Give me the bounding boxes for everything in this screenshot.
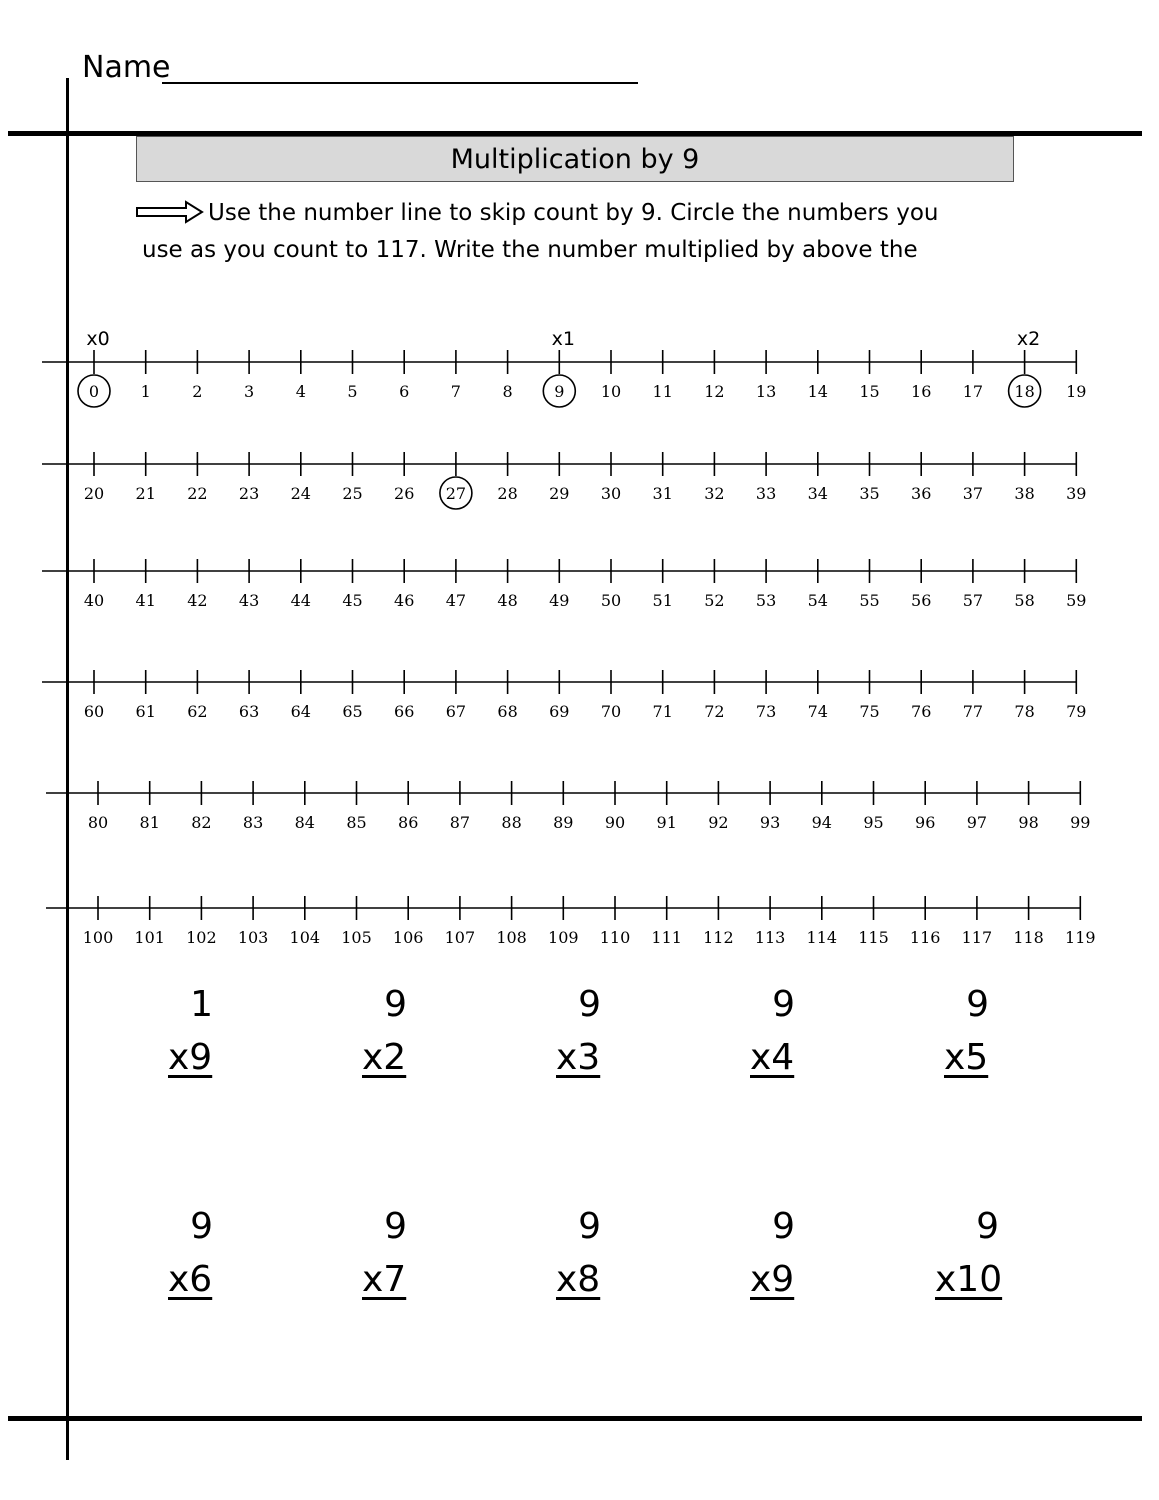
tick-label-26[interactable]: 26 (394, 484, 415, 503)
problem-multiplicand: 9 (976, 1206, 999, 1247)
tick-label-0[interactable]: 0 (88, 382, 100, 401)
tick-label-7[interactable]: 7 (450, 382, 461, 401)
tick-label-37[interactable]: 37 (962, 484, 984, 503)
tick-label-108[interactable]: 108 (496, 928, 527, 947)
tick-label-45[interactable]: 45 (342, 591, 363, 610)
tick-label-47[interactable]: 47 (445, 591, 467, 610)
tick-label-84[interactable]: 84 (294, 813, 315, 832)
tick-label-116[interactable]: 116 (909, 928, 941, 947)
problem-multiplicand: 9 (966, 984, 989, 1025)
tick-label-93[interactable]: 93 (759, 813, 781, 832)
tick-label-79[interactable]: 79 (1066, 702, 1087, 721)
tick-label-86[interactable]: 86 (398, 813, 419, 832)
tick-label-53[interactable]: 53 (755, 591, 777, 610)
tick-label-73[interactable]: 73 (755, 702, 777, 721)
instruction-line-2: use as you count to 117. Write the number multiplied by above the (142, 237, 918, 263)
tick-label-3[interactable]: 3 (244, 382, 255, 401)
tick-label-77[interactable]: 77 (962, 702, 984, 721)
problem-multiplier[interactable]: x6 (168, 1259, 213, 1300)
tick-label-81[interactable]: 81 (139, 813, 160, 832)
tick-label-6[interactable]: 6 (399, 382, 410, 401)
tick-label-30[interactable]: 30 (600, 484, 622, 503)
problem-multiplicand: 1 (190, 984, 213, 1025)
tick-label-113[interactable]: 113 (754, 928, 786, 947)
tick-label-21[interactable]: 21 (135, 484, 156, 503)
tick-label-46[interactable]: 46 (394, 591, 415, 610)
tick-label-67[interactable]: 67 (445, 702, 467, 721)
tick-label-94[interactable]: 94 (811, 813, 832, 832)
problem-multiplier[interactable]: x8 (556, 1259, 601, 1300)
problem-multiplicand: 9 (190, 1206, 213, 1247)
tick-label-61[interactable]: 61 (135, 702, 156, 721)
multiplier-label: x1 (551, 328, 575, 350)
tick-label-9[interactable]: 9 (554, 382, 565, 401)
tick-label-5[interactable]: 5 (347, 382, 358, 401)
tick-label-44[interactable]: 44 (290, 591, 311, 610)
tick-label-56[interactable]: 56 (911, 591, 932, 610)
tick-label-99[interactable]: 99 (1070, 813, 1091, 832)
tick-label-68[interactable]: 68 (497, 702, 518, 721)
worksheet-title: Multiplication by 9 (136, 136, 1014, 182)
tick-label-8[interactable]: 8 (502, 382, 513, 401)
tick-label-16[interactable]: 16 (911, 382, 932, 401)
tick-label-12[interactable]: 12 (704, 382, 725, 401)
tick-label-95[interactable]: 95 (863, 813, 884, 832)
tick-label-109[interactable]: 109 (548, 928, 579, 947)
tick-label-22[interactable]: 22 (187, 484, 208, 503)
tick-label-72[interactable]: 72 (704, 702, 725, 721)
tick-label-17[interactable]: 17 (962, 382, 984, 401)
tick-label-55[interactable]: 55 (859, 591, 880, 610)
tick-label-114[interactable]: 114 (806, 928, 838, 947)
tick-label-115[interactable]: 115 (858, 928, 889, 947)
tick-label-97[interactable]: 97 (966, 813, 988, 832)
tick-label-15[interactable]: 15 (859, 382, 880, 401)
tick-label-42[interactable]: 42 (187, 591, 208, 610)
problem-multiplicand: 9 (384, 1206, 407, 1247)
tick-label-80[interactable]: 80 (87, 813, 109, 832)
tick-label-28[interactable]: 28 (497, 484, 518, 503)
problem-multiplicand: 9 (384, 984, 407, 1025)
tick-label-36[interactable]: 36 (911, 484, 932, 503)
tick-label-105[interactable]: 105 (341, 928, 372, 947)
tick-label-52[interactable]: 52 (704, 591, 725, 610)
problem-multiplicand: 9 (578, 1206, 601, 1247)
tick-label-107[interactable]: 107 (444, 928, 476, 947)
tick-label-25[interactable]: 25 (342, 484, 363, 503)
tick-label-31[interactable]: 31 (652, 484, 673, 503)
tick-label-57[interactable]: 57 (962, 591, 984, 610)
tick-label-10[interactable]: 10 (600, 382, 622, 401)
problem-multiplicand: 9 (772, 984, 795, 1025)
tick-label-51[interactable]: 51 (652, 591, 673, 610)
tick-label-66[interactable]: 66 (394, 702, 415, 721)
problem-multiplier[interactable]: x2 (362, 1037, 407, 1078)
tick-label-118[interactable]: 118 (1013, 928, 1044, 947)
tick-label-71[interactable]: 71 (652, 702, 673, 721)
tick-label-89[interactable]: 89 (553, 813, 574, 832)
tick-label-49[interactable]: 49 (549, 591, 570, 610)
tick-label-106[interactable]: 106 (392, 928, 424, 947)
tick-label-85[interactable]: 85 (346, 813, 367, 832)
problem-multiplier[interactable]: x5 (944, 1037, 989, 1078)
tick-label-76[interactable]: 76 (911, 702, 932, 721)
tick-label-60[interactable]: 60 (83, 702, 105, 721)
tick-label-90[interactable]: 90 (604, 813, 626, 832)
tick-label-65[interactable]: 65 (342, 702, 363, 721)
tick-label-35[interactable]: 35 (859, 484, 880, 503)
tick-label-34[interactable]: 34 (807, 484, 828, 503)
tick-label-83[interactable]: 83 (242, 813, 264, 832)
tick-label-88[interactable]: 88 (501, 813, 522, 832)
tick-label-92[interactable]: 92 (708, 813, 729, 832)
problem-multiplier[interactable]: x10 (935, 1259, 1003, 1300)
tick-label-119[interactable]: 119 (1065, 928, 1096, 947)
tick-label-50[interactable]: 50 (600, 591, 622, 610)
tick-label-59[interactable]: 59 (1066, 591, 1087, 610)
tick-label-117[interactable]: 117 (961, 928, 993, 947)
tick-label-69[interactable]: 69 (549, 702, 570, 721)
problem-multiplier[interactable]: x9 (750, 1259, 795, 1300)
bottom-rule (8, 1416, 1142, 1421)
tick-label-82[interactable]: 82 (191, 813, 212, 832)
tick-label-41[interactable]: 41 (135, 591, 156, 610)
tick-label-18[interactable]: 18 (1014, 382, 1035, 401)
problem-multiplier[interactable]: x9 (168, 1037, 213, 1078)
tick-label-23[interactable]: 23 (238, 484, 260, 503)
tick-label-110[interactable]: 110 (599, 928, 631, 947)
tick-label-32[interactable]: 32 (704, 484, 725, 503)
tick-label-112[interactable]: 112 (703, 928, 734, 947)
tick-label-39[interactable]: 39 (1066, 484, 1087, 503)
tick-label-64[interactable]: 64 (290, 702, 311, 721)
problem-multiplier[interactable]: x3 (556, 1037, 601, 1078)
tick-label-20[interactable]: 20 (83, 484, 105, 503)
problem-multiplicand: 9 (578, 984, 601, 1025)
tick-label-78[interactable]: 78 (1014, 702, 1035, 721)
tick-label-63[interactable]: 63 (238, 702, 260, 721)
tick-label-101[interactable]: 101 (134, 928, 165, 947)
tick-label-27[interactable]: 27 (445, 484, 467, 503)
tick-label-14[interactable]: 14 (807, 382, 828, 401)
tick-label-74[interactable]: 74 (807, 702, 828, 721)
problem-multiplicand: 9 (772, 1206, 795, 1247)
tick-label-100[interactable]: 100 (82, 928, 114, 947)
tick-label-4[interactable]: 4 (295, 382, 306, 401)
tick-label-75[interactable]: 75 (859, 702, 880, 721)
tick-label-33[interactable]: 33 (755, 484, 777, 503)
tick-label-54[interactable]: 54 (807, 591, 828, 610)
tick-label-2[interactable]: 2 (192, 382, 203, 401)
tick-label-102[interactable]: 102 (186, 928, 217, 947)
tick-label-91[interactable]: 91 (656, 813, 677, 832)
tick-label-98[interactable]: 98 (1018, 813, 1039, 832)
tick-label-13[interactable]: 13 (755, 382, 777, 401)
problem-multiplier[interactable]: x4 (750, 1037, 795, 1078)
tick-label-38[interactable]: 38 (1014, 484, 1035, 503)
tick-label-48[interactable]: 48 (497, 591, 518, 610)
tick-label-62[interactable]: 62 (187, 702, 208, 721)
tick-label-58[interactable]: 58 (1014, 591, 1035, 610)
tick-label-1[interactable]: 1 (140, 382, 151, 401)
tick-label-70[interactable]: 70 (600, 702, 622, 721)
tick-label-111[interactable]: 111 (651, 928, 682, 947)
tick-label-24[interactable]: 24 (290, 484, 311, 503)
tick-label-43[interactable]: 43 (238, 591, 260, 610)
tick-label-11[interactable]: 11 (652, 382, 673, 401)
tick-label-40[interactable]: 40 (83, 591, 105, 610)
tick-label-103[interactable]: 103 (237, 928, 269, 947)
tick-label-87[interactable]: 87 (449, 813, 471, 832)
tick-label-19[interactable]: 19 (1066, 382, 1087, 401)
tick-label-96[interactable]: 96 (915, 813, 936, 832)
instruction-line-1: Use the number line to skip count by 9. Circle the numbers you (208, 200, 939, 226)
multiplier-label: x2 (1016, 328, 1041, 350)
multiplier-label: x0 (86, 328, 110, 350)
tick-label-104[interactable]: 104 (289, 928, 321, 947)
name-label: Name (82, 50, 171, 85)
tick-label-29[interactable]: 29 (549, 484, 570, 503)
problem-multiplier[interactable]: x7 (362, 1259, 407, 1300)
